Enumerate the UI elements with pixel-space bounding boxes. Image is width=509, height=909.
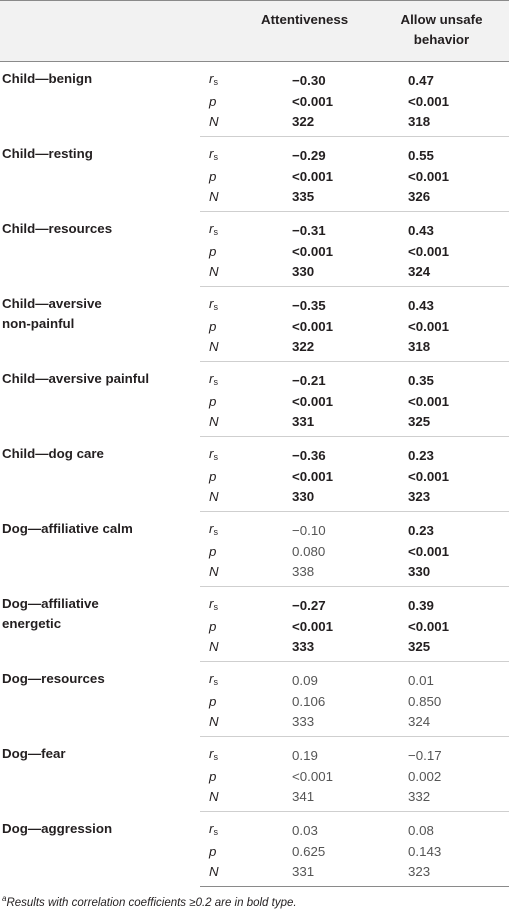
stat-label-subscript: s xyxy=(213,302,218,312)
attentiveness-value: 0.106 xyxy=(292,694,326,709)
stat-label-text: N xyxy=(209,864,219,879)
row-label xyxy=(0,662,200,737)
attentiveness-value: 333 xyxy=(244,712,377,737)
table-row xyxy=(0,137,509,168)
row-label xyxy=(0,737,200,812)
allow-unsafe-value: 318 xyxy=(377,337,509,362)
attentiveness-value: <0.001 xyxy=(292,469,334,484)
allow-unsafe-value: 0.47 xyxy=(408,72,434,88)
stat-label-text: N xyxy=(209,564,219,579)
attentiveness-value: 322 xyxy=(244,337,377,362)
row-label xyxy=(0,62,200,137)
stat-label-rs xyxy=(200,137,244,168)
attentiveness-value: <0.001 xyxy=(292,619,334,634)
allow-unsafe-value: <0.001 xyxy=(408,469,450,484)
row-label-line: Dog—resources xyxy=(2,670,105,686)
attentiveness-value: <0.001 xyxy=(292,169,334,184)
stat-label-p xyxy=(200,92,244,112)
stat-label-p xyxy=(200,467,244,487)
attentiveness-value: <0.001 xyxy=(292,244,334,259)
allow-unsafe-value: 318 xyxy=(377,112,509,137)
row-label-line: Dog—affiliative xyxy=(2,595,99,611)
attentiveness-value: 333 xyxy=(244,637,377,662)
stat-label-rs xyxy=(200,212,244,243)
stat-label-text: r xyxy=(209,671,214,686)
stat-label-p xyxy=(200,842,244,862)
stat-label-text: r xyxy=(209,521,214,536)
stat-label-rs xyxy=(200,512,244,543)
allow-unsafe-value: <0.001 xyxy=(408,544,450,559)
stat-label-rs xyxy=(200,62,244,93)
stat-label-text: r xyxy=(209,296,214,311)
stat-label-rs xyxy=(200,662,244,693)
stat-label-text: N xyxy=(209,189,219,204)
allow-unsafe-value: 324 xyxy=(377,712,509,737)
attentiveness-value: 338 xyxy=(244,562,377,587)
stat-label-subscript: s xyxy=(213,752,218,762)
table-body xyxy=(0,62,509,887)
stat-label-text: p xyxy=(209,844,217,859)
stat-label-rs xyxy=(200,362,244,393)
row-label-line: Child—aversive painful xyxy=(2,370,150,386)
allow-unsafe-value: 0.850 xyxy=(408,694,442,709)
stat-label-n xyxy=(200,562,244,587)
header-allow-unsafe xyxy=(377,1,509,62)
stat-label-text: N xyxy=(209,414,219,429)
footnote-marker: a xyxy=(2,894,7,903)
row-label-line: Dog—aggression xyxy=(2,820,113,836)
stat-label-text: p xyxy=(209,169,217,184)
allow-unsafe-value: 0.08 xyxy=(408,822,434,838)
table-row xyxy=(0,812,509,843)
attentiveness-value: 0.19 xyxy=(292,747,318,763)
row-label xyxy=(0,362,200,437)
stat-label-rs xyxy=(200,587,244,618)
allow-unsafe-value: <0.001 xyxy=(408,244,450,259)
stat-label-text: N xyxy=(209,114,219,129)
allow-unsafe-value: <0.001 xyxy=(408,319,450,334)
row-label xyxy=(0,437,200,512)
stat-label-p xyxy=(200,317,244,337)
table-row xyxy=(0,62,509,93)
stat-label-n xyxy=(200,187,244,212)
stat-label-n xyxy=(200,637,244,662)
stat-label-n xyxy=(200,412,244,437)
stat-label-text: N xyxy=(209,339,219,354)
stat-label-text: p xyxy=(209,544,217,559)
row-label-line: Child—resting xyxy=(2,145,93,161)
stat-label-subscript: s xyxy=(213,827,218,837)
stat-label-subscript: s xyxy=(213,227,218,237)
stat-label-text: N xyxy=(209,639,219,654)
row-label xyxy=(0,287,200,362)
attentiveness-value: −0.29 xyxy=(292,147,326,163)
allow-unsafe-value: <0.001 xyxy=(408,169,450,184)
attentiveness-value: −0.10 xyxy=(292,522,326,538)
footnote-text: Results with correlation coefficients ≥0.2 are in bold type. xyxy=(6,896,297,909)
stat-label-rs xyxy=(200,737,244,768)
attentiveness-value: 322 xyxy=(244,112,377,137)
allow-unsafe-value: <0.001 xyxy=(408,619,450,634)
allow-unsafe-value: 323 xyxy=(377,862,509,887)
stat-label-p xyxy=(200,692,244,712)
allow-unsafe-value: 326 xyxy=(377,187,509,212)
stat-label-p xyxy=(200,167,244,187)
stat-label-p xyxy=(200,767,244,787)
header-attentiveness: Attentiveness xyxy=(244,1,377,62)
allow-unsafe-value: 332 xyxy=(377,787,509,812)
stat-label-p xyxy=(200,242,244,262)
row-label-line: non-painful xyxy=(2,315,75,331)
stat-label-p xyxy=(200,392,244,412)
stat-label-n xyxy=(200,262,244,287)
table-footnote xyxy=(0,887,509,909)
table-row xyxy=(0,212,509,243)
row-label-line: energetic xyxy=(2,615,62,631)
stat-label-text: p xyxy=(209,319,217,334)
row-label-line: Dog—affiliative calm xyxy=(2,520,133,536)
table-row xyxy=(0,437,509,468)
stat-label-subscript: s xyxy=(213,527,218,537)
attentiveness-value: 330 xyxy=(244,262,377,287)
header-allow-unsafe-line2: behavior xyxy=(413,32,470,47)
stat-label-text: N xyxy=(209,789,219,804)
stat-label-text: r xyxy=(209,746,214,761)
stat-label-p xyxy=(200,617,244,637)
allow-unsafe-value: 0.55 xyxy=(408,147,434,163)
allow-unsafe-value: <0.001 xyxy=(408,394,450,409)
stat-label-text: r xyxy=(209,821,214,836)
stat-label-text: r xyxy=(209,146,214,161)
attentiveness-value: 330 xyxy=(244,487,377,512)
row-label-line: Child—aversive xyxy=(2,295,102,311)
row-label-line: Dog—fear xyxy=(2,745,66,761)
attentiveness-value: 0.09 xyxy=(292,672,318,688)
attentiveness-value: <0.001 xyxy=(292,94,334,109)
stat-label-text: p xyxy=(209,694,217,709)
allow-unsafe-value: 0.23 xyxy=(408,447,434,463)
allow-unsafe-value: 0.23 xyxy=(408,522,434,538)
attentiveness-value: 0.03 xyxy=(292,822,318,838)
stat-label-p xyxy=(200,542,244,562)
allow-unsafe-value: 0.43 xyxy=(408,297,434,313)
row-label-line: Child—benign xyxy=(2,71,93,86)
stat-label-rs xyxy=(200,437,244,468)
stat-label-text: p xyxy=(209,769,217,784)
stat-label-rs xyxy=(200,812,244,843)
allow-unsafe-value: 325 xyxy=(377,637,509,662)
allow-unsafe-value: 323 xyxy=(377,487,509,512)
stat-label-subscript: s xyxy=(213,152,218,162)
stat-label-subscript: s xyxy=(213,602,218,612)
allow-unsafe-value: 0.43 xyxy=(408,222,434,238)
stat-label-text: r xyxy=(209,446,214,461)
stat-label-subscript: s xyxy=(213,77,218,87)
table-row xyxy=(0,287,509,318)
allow-unsafe-value: 0.002 xyxy=(408,769,442,784)
stat-label-text: p xyxy=(209,244,217,259)
row-label-line: Child—resources xyxy=(2,220,113,236)
attentiveness-value: −0.31 xyxy=(292,222,326,238)
stat-label-n xyxy=(200,712,244,737)
allow-unsafe-value: −0.17 xyxy=(408,747,442,763)
attentiveness-value: <0.001 xyxy=(292,394,334,409)
stat-label-text: N xyxy=(209,264,219,279)
table-row xyxy=(0,512,509,543)
table-header-row xyxy=(0,1,509,62)
stat-label-n xyxy=(200,862,244,887)
attentiveness-value: −0.36 xyxy=(292,447,326,463)
stat-label-text: p xyxy=(209,469,217,484)
table-row xyxy=(0,662,509,693)
allow-unsafe-value: 0.39 xyxy=(408,597,434,613)
allow-unsafe-value: 324 xyxy=(377,262,509,287)
stat-label-text: p xyxy=(209,619,217,634)
stat-label-text: p xyxy=(209,394,217,409)
attentiveness-value: 341 xyxy=(244,787,377,812)
attentiveness-value: 0.625 xyxy=(292,844,326,859)
row-label-line: Child—dog care xyxy=(2,445,104,461)
header-stat-cell xyxy=(200,1,244,62)
stat-label-text: r xyxy=(209,221,214,236)
stat-label-subscript: s xyxy=(213,452,218,462)
attentiveness-value: −0.35 xyxy=(292,297,326,313)
table-row xyxy=(0,587,509,618)
row-label xyxy=(0,512,200,587)
attentiveness-value: 331 xyxy=(244,412,377,437)
stat-label-n xyxy=(200,787,244,812)
attentiveness-value: −0.27 xyxy=(292,597,326,613)
table-row xyxy=(0,737,509,768)
header-allow-unsafe-line1: Allow unsafe xyxy=(400,12,483,27)
allow-unsafe-value: 0.143 xyxy=(408,844,442,859)
row-label xyxy=(0,587,200,662)
stat-label-text: N xyxy=(209,714,219,729)
attentiveness-value: <0.001 xyxy=(292,769,334,784)
attentiveness-value: <0.001 xyxy=(292,319,334,334)
allow-unsafe-value: <0.001 xyxy=(408,94,450,109)
stat-label-text: r xyxy=(209,71,214,86)
stat-label-text: r xyxy=(209,371,214,386)
allow-unsafe-value: 0.35 xyxy=(408,372,434,388)
stat-label-text: p xyxy=(209,94,217,109)
allow-unsafe-value: 330 xyxy=(377,562,509,587)
row-label xyxy=(0,137,200,212)
stat-label-subscript: s xyxy=(213,377,218,387)
stat-label-n xyxy=(200,487,244,512)
allow-unsafe-value: 0.01 xyxy=(408,672,434,688)
table-row xyxy=(0,362,509,393)
stat-label-n xyxy=(200,337,244,362)
attentiveness-value: −0.21 xyxy=(292,372,326,388)
row-label xyxy=(0,212,200,287)
header-empty-cell xyxy=(0,1,200,62)
stat-label-rs xyxy=(200,287,244,318)
attentiveness-value: 0.080 xyxy=(292,544,326,559)
stat-label-n xyxy=(200,112,244,137)
row-label xyxy=(0,812,200,887)
attentiveness-value: −0.30 xyxy=(292,72,326,88)
stat-label-subscript: s xyxy=(213,677,218,687)
stat-label-text: N xyxy=(209,489,219,504)
attentiveness-value: 335 xyxy=(244,187,377,212)
allow-unsafe-value: 325 xyxy=(377,412,509,437)
attentiveness-value: 331 xyxy=(244,862,377,887)
stat-label-text: r xyxy=(209,596,214,611)
